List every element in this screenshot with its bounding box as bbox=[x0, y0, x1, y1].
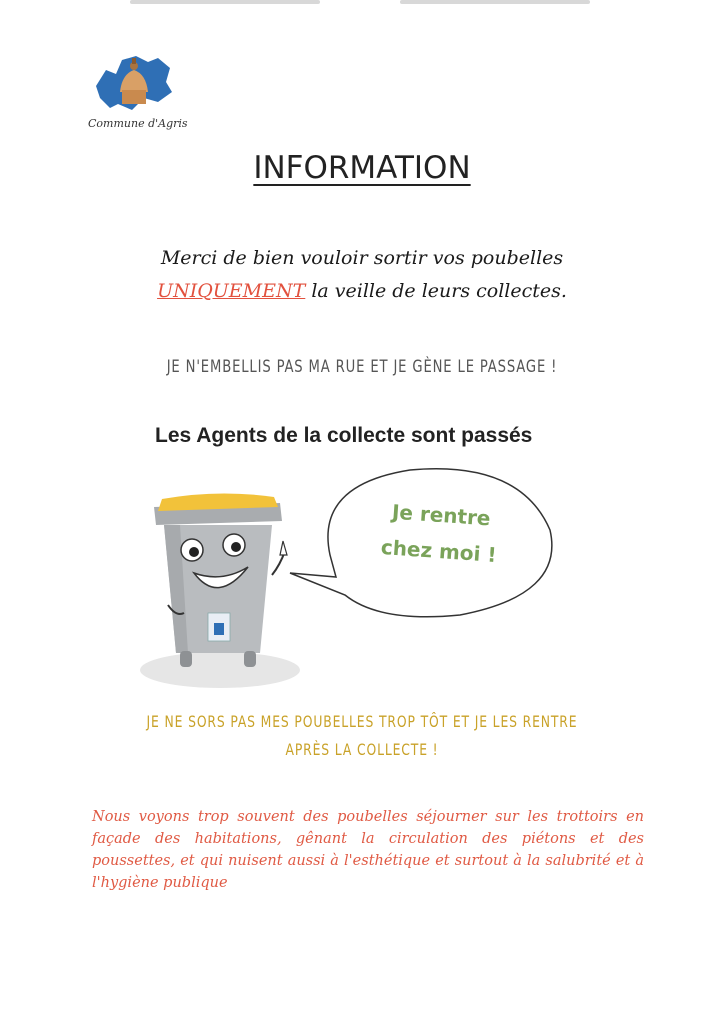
tagline-bottom-line-2: APRÈS LA COLLECTE ! bbox=[285, 740, 439, 759]
commune-name: Commune d'Agris bbox=[88, 117, 188, 130]
speech-bubble-text bbox=[348, 491, 533, 575]
bubble-line-2: chez moi ! bbox=[380, 534, 498, 567]
notice-line-2-rest: la veille de leurs collectes. bbox=[305, 280, 567, 302]
illustration-heading: Les Agents de la collecte sont passés bbox=[155, 424, 533, 447]
scan-edge-mark bbox=[400, 0, 590, 4]
scan-edge-mark bbox=[130, 0, 320, 4]
notice-block bbox=[0, 242, 724, 308]
notice-emphasis: UNIQUEMENT bbox=[157, 280, 306, 302]
commune-logo bbox=[92, 52, 176, 114]
page-title bbox=[0, 150, 724, 186]
bin-illustration bbox=[140, 455, 610, 690]
notice-line-1: Merci de bien vouloir sortir vos poubelles bbox=[160, 247, 564, 269]
body-paragraph: Nous voyons trop souvent des poubelles séjourner sur les trottoirs en façade des habitations, gênant la circulation des piétons et des poussettes, et qui nuisent aussi à l'esthétique et surtout à la salubrité et à l'hygiène publique bbox=[92, 809, 644, 891]
title-text: INFORMATION bbox=[253, 150, 471, 186]
bubble-line-1: Je rentre bbox=[391, 499, 492, 531]
notice-line-2 bbox=[0, 275, 724, 308]
tagline-bottom bbox=[51, 708, 674, 764]
tagline-bottom-line-1: JE NE SORS PAS MES POUBELLES TROP TÔT ET JE LES RENTRE bbox=[146, 712, 578, 731]
tagline-top: JE N'EMBELLIS PAS MA RUE ET JE GÈNE LE PASSAGE ! bbox=[166, 357, 558, 377]
